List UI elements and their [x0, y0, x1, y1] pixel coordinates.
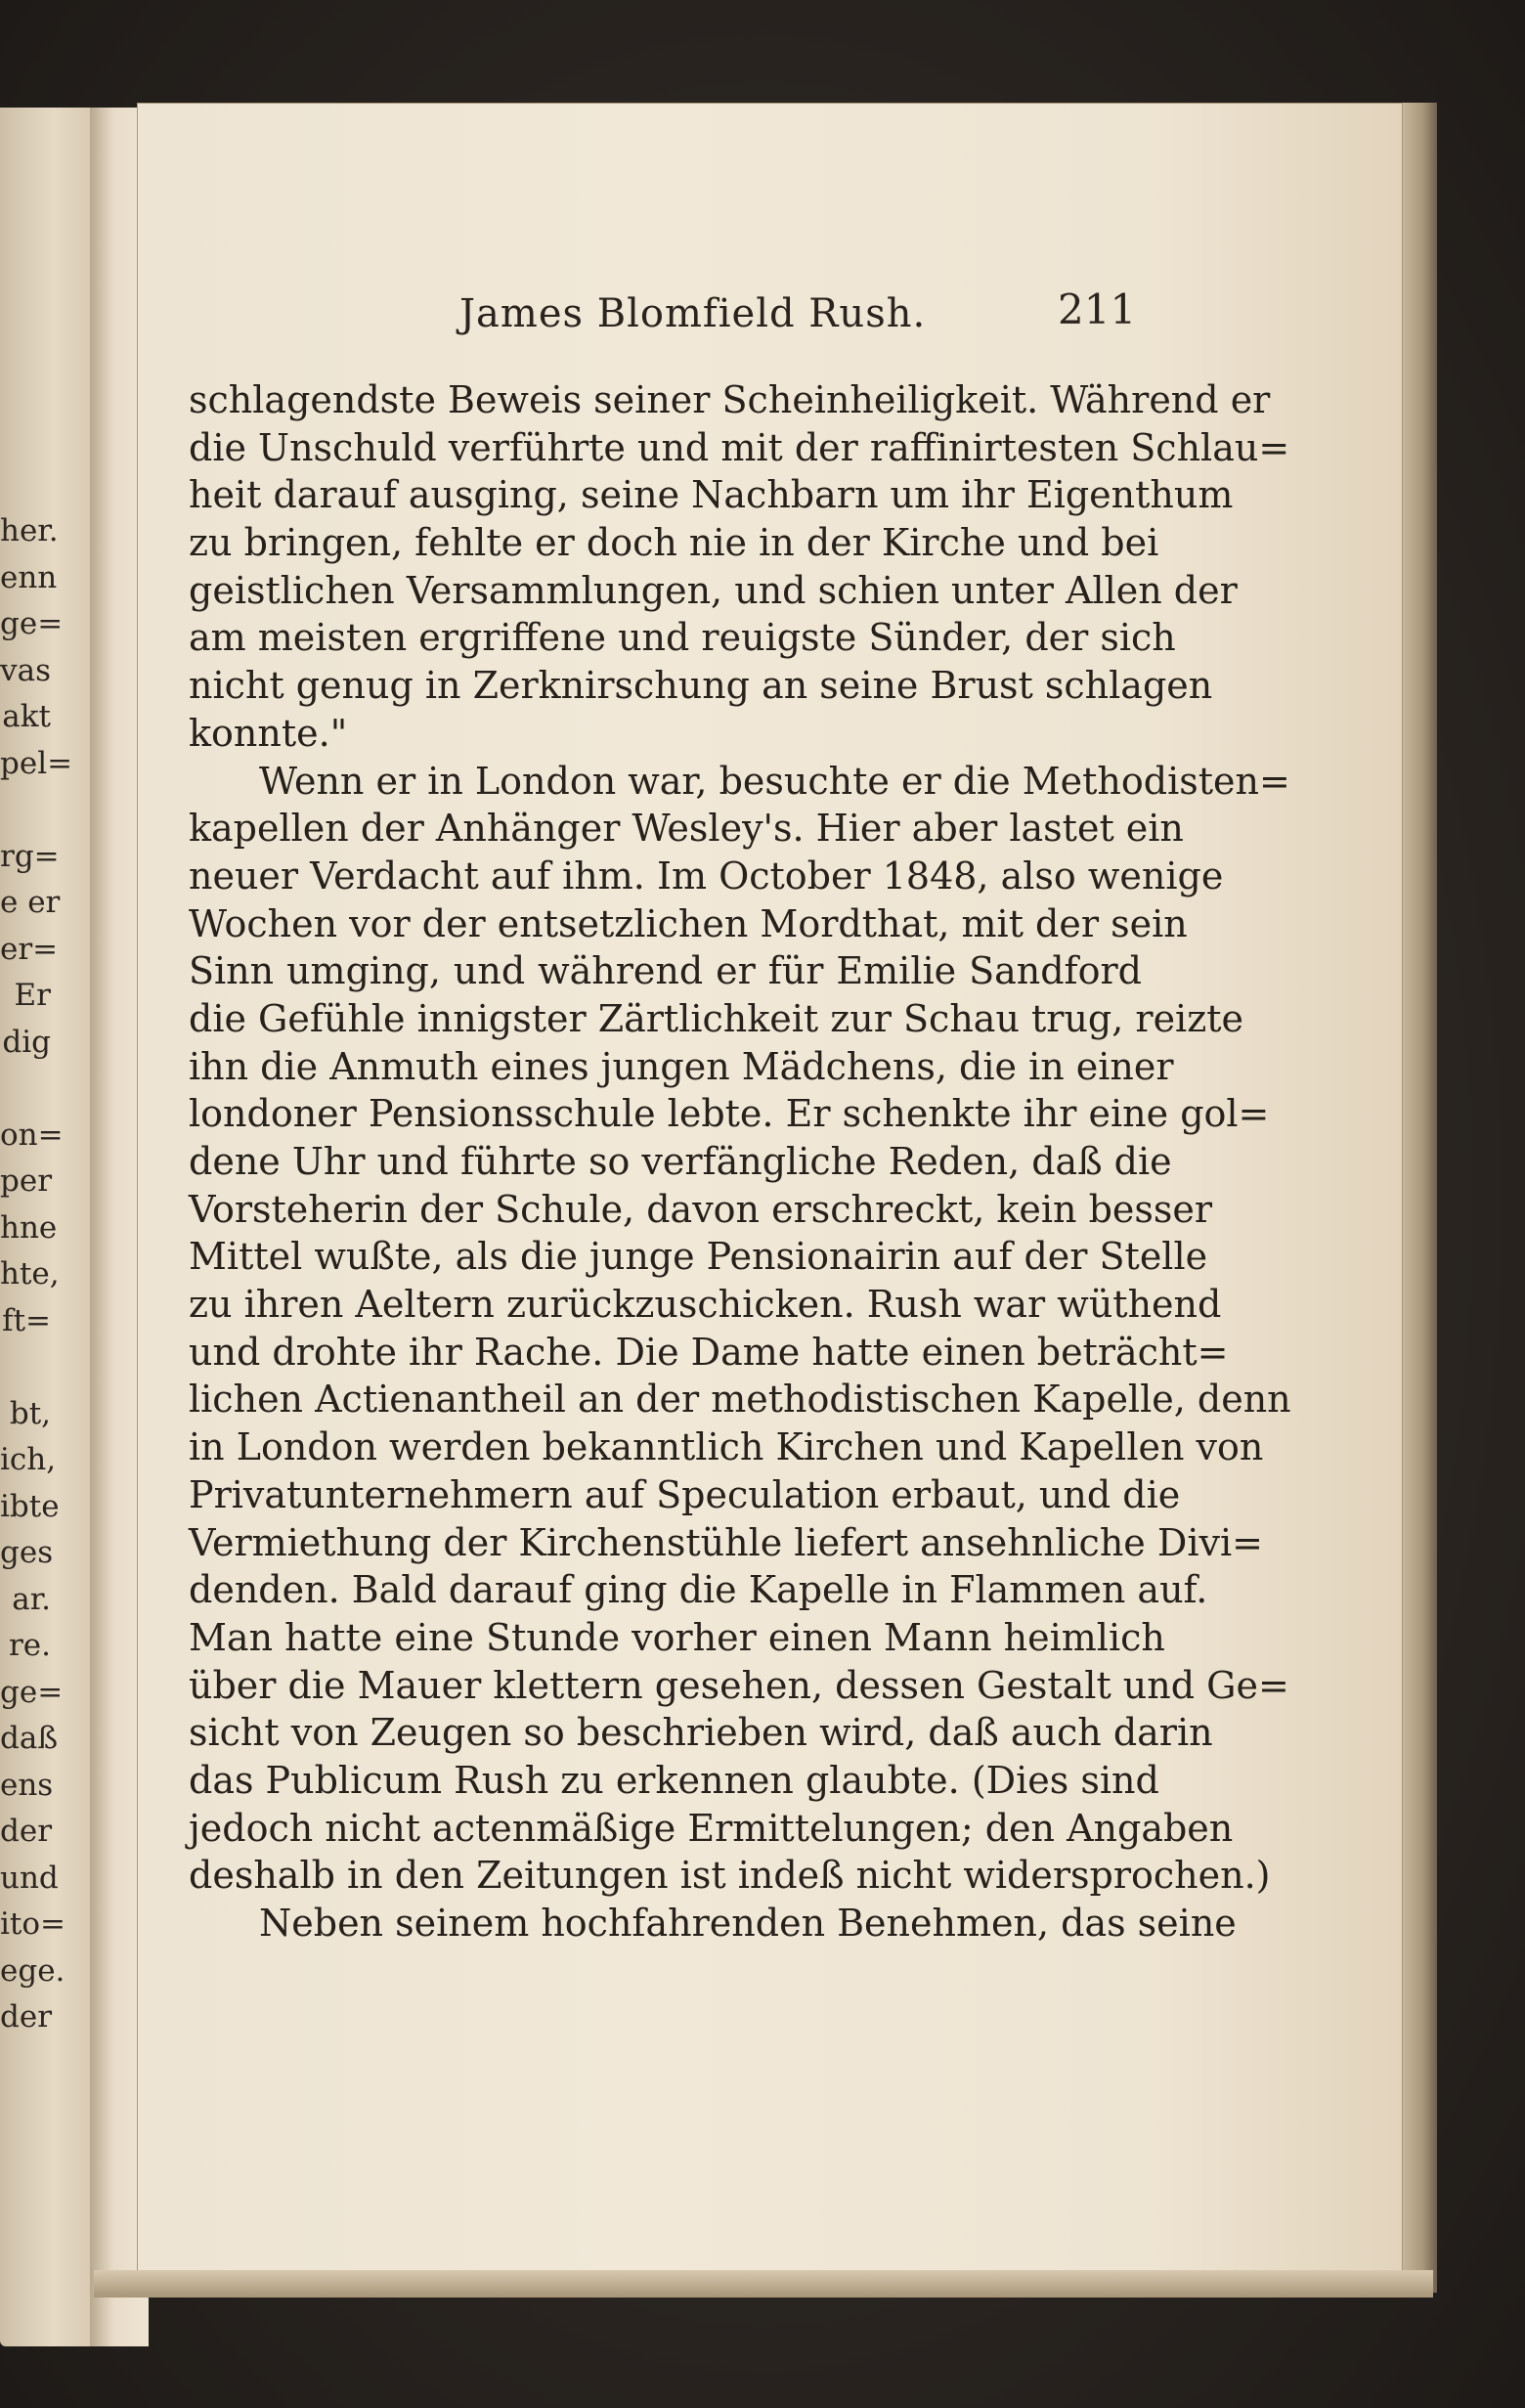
previous-page-fragment: on= — [0, 1116, 64, 1153]
text-line: Neben seinem hochfahrenden Benehmen, das seine — [259, 1902, 1237, 1945]
previous-page-fragment: ito= — [0, 1906, 66, 1942]
previous-page-fragment: und — [0, 1860, 59, 1896]
previous-page-fragment: ibte — [0, 1488, 60, 1524]
text-line: das Publicum Rush zu erkennen glaubte. (Dies sind — [189, 1758, 1159, 1802]
text-line: konnte." — [189, 711, 348, 755]
text-line: Man hatte eine Stunde vorher einen Mann heimlich — [189, 1615, 1165, 1659]
previous-page-fragment: dig — [2, 1024, 51, 1060]
previous-page-fragment: Er — [14, 978, 51, 1013]
previous-page-fragment — [0, 1344, 51, 1391]
previous-page-text-fragments — [0, 508, 73, 2041]
text-line: sicht von Zeugen so beschrieben wird, daß auch darin — [189, 1711, 1213, 1755]
previous-page-fragment: bt, — [9, 1395, 51, 1431]
previous-page-fragment: daß — [0, 1721, 59, 1756]
text-line: Vorsteherin der Schule, davon erschreckt, kein besser — [189, 1187, 1213, 1231]
text-line: Sinn umging, und während er für Emilie Sandford — [189, 949, 1142, 993]
previous-page-fragment: der — [0, 1814, 53, 1849]
text-line: die Unschuld verführte und mit der raffinirtesten Schlau= — [189, 425, 1290, 469]
text-line: ihn die Anmuth eines jungen Mädchens, die in einer — [189, 1044, 1174, 1088]
previous-page-fragment: vas — [0, 652, 51, 688]
text-line: dene Uhr und führte so verfängliche Reden, daß die — [189, 1140, 1172, 1183]
text-line: londoner Pensionsschule lebte. Er schenkte ihr eine gol= — [189, 1092, 1270, 1136]
text-line: die Gefühle innigster Zärtlichkeit zur Schau trug, reizte — [189, 996, 1243, 1040]
previous-page-edge — [0, 108, 98, 2346]
text-line: Vermiethung der Kirchenstühle liefert ansehnliche Divi= — [189, 1520, 1263, 1564]
previous-page-fragment: enn — [0, 559, 58, 595]
text-line: lichen Actienantheil an der methodistischen Kapelle, denn — [189, 1378, 1291, 1422]
previous-page-fragment: e er — [0, 885, 61, 920]
previous-page-fragment: ge= — [0, 1674, 64, 1710]
previous-page-fragment: akt — [2, 699, 51, 734]
previous-page-fragment: ge= — [0, 606, 64, 641]
previous-page-fragment: pel= — [0, 745, 73, 781]
previous-page-fragment: ens — [0, 1767, 54, 1803]
text-line: denden. Bald darauf ging die Kapelle in Flammen auf. — [189, 1568, 1208, 1612]
previous-page-fragment — [0, 787, 51, 834]
previous-page-fragment: hte, — [0, 1256, 60, 1292]
text-line: jedoch nicht actenmäßige Ermittelungen; den Angaben — [189, 1806, 1234, 1850]
text-line: über die Mauer klettern gesehen, dessen Gestalt und Ge= — [189, 1663, 1289, 1707]
text-line: in London werden bekanntlich Kirchen und Kapellen von — [189, 1425, 1264, 1469]
previous-page-fragment: ege. — [0, 1952, 65, 1989]
previous-page-fragment: ar. — [12, 1581, 51, 1617]
text-line: kapellen der Anhänger Wesley's. Hier aber lastet ein — [189, 807, 1184, 851]
running-title: James Blomfield Rush. — [459, 291, 927, 336]
previous-page-fragment: her. — [0, 513, 59, 548]
page-bottom-edge — [94, 2270, 1433, 2298]
text-line: Wenn er in London war, besuchte er die Methodisten= — [259, 759, 1290, 803]
previous-page-fragment — [0, 1066, 51, 1113]
text-line: am meisten ergriffene und reuigste Sünder, der sich — [189, 616, 1176, 660]
text-line: zu ihren Aeltern zurückzuschicken. Rush war wüthend — [189, 1283, 1222, 1327]
previous-page-fragment: der — [0, 1999, 53, 2035]
previous-page-fragment: hne — [0, 1209, 58, 1246]
previous-page-fragment: rg= — [0, 838, 60, 874]
text-line: deshalb in den Zeitungen ist indeß nicht widersprochen.) — [189, 1854, 1271, 1898]
text-line: Mittel wußte, als die junge Pensionairin auf der Stelle — [189, 1235, 1208, 1279]
text-line: Wochen vor der entsetzlichen Mordthat, mit der sein — [189, 901, 1188, 945]
previous-page-fragment: ges — [0, 1535, 54, 1570]
text-line: zu bringen, fehlte er doch nie in der Kirche und bei — [189, 521, 1159, 565]
body-text — [189, 376, 1291, 1948]
text-line: neuer Verdacht auf ihm. Im October 1848, also wenige — [189, 854, 1224, 898]
previous-page-fragment: er= — [0, 931, 59, 967]
text-line: schlagendste Beweis seiner Scheinheiligkeit. Während er — [189, 378, 1271, 421]
text-line: und drohte ihr Rache. Die Dame hatte einen beträcht= — [189, 1330, 1229, 1374]
previous-page-fragment: re. — [8, 1628, 51, 1663]
previous-page-fragment: ich, — [0, 1442, 57, 1477]
previous-page-fragment: per — [0, 1163, 53, 1199]
text-line: geistlichen Versammlungen, und schien unter Allen der — [189, 568, 1238, 612]
text-line: heit darauf ausging, seine Nachbarn um ihr Eigenthum — [189, 473, 1234, 517]
page-number: 211 — [1058, 285, 1137, 333]
text-line: Privatunternehmern auf Speculation erbaut, und die — [189, 1472, 1181, 1516]
text-line: nicht genug in Zerknirschung an seine Brust schlagen — [189, 664, 1213, 708]
previous-page-fragment: ft= — [2, 1302, 51, 1338]
